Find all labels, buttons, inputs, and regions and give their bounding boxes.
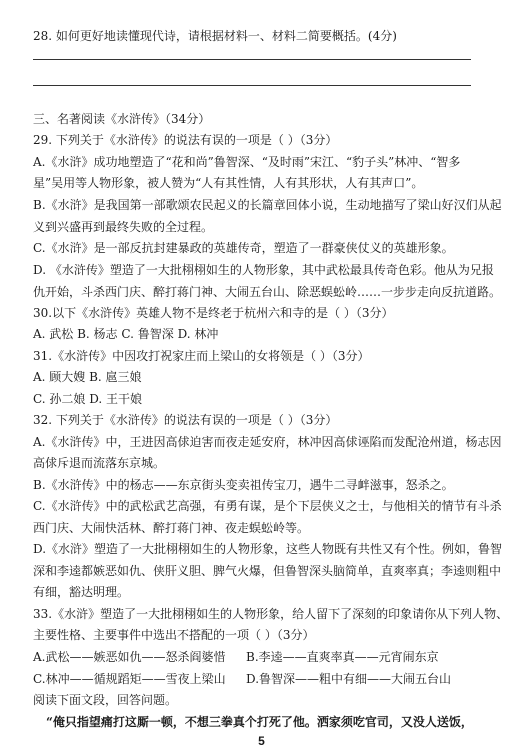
question-32-option-b: B.《水浒传》中的杨志——东京街头变卖祖传宝刀，遇牛二寻衅滋事，怒杀之。 (33, 478, 454, 492)
section-heading: 三、名著阅读《水浒传》（34分） (33, 112, 211, 126)
question-33-option-b: B.李逵——直爽率真——元宵闹东京 (246, 650, 439, 664)
reading-passage: “俺只指望痛打这厮一顿，不想三拳真个打死了他。洒家须吃官司，又没人送饭， (46, 715, 473, 729)
answer-line-2 (33, 85, 471, 86)
question-32-option-d-line3: 有细，豁达明理。 (33, 585, 130, 599)
page-number: 5 (258, 734, 265, 748)
question-32-option-c-line1: C.《水浒传》中的武松武艺高强，有勇有谋，是个下层侠义之士，与他相关的情节有斗杀 (33, 499, 502, 513)
question-33-option-d: D.鲁智深——粗中有细——大闹五台山 (246, 672, 452, 686)
question-33-option-c: C.林冲——循规蹈矩——雪夜上梁山 (33, 672, 226, 686)
question-31-options-ab: A. 顾大嫂 B. 扈三娘 (33, 370, 142, 384)
question-29-option-c: C.《水浒》是一部反抗封建暴政的英雄传奇，塑造了一群豪侠仗义的英雄形象。 (33, 241, 454, 255)
question-31-options-cd: C. 孙二娘 D. 王干娘 (33, 392, 143, 406)
question-29-option-d-line2: 仇开始，斗杀西门庆、醉打蒋门神、大闹五台山、除恶蜈蚣岭……一步步走向反抗道路。 (33, 285, 502, 299)
question-29-option-d-line1: D. 《水浒传》塑造了一大批栩栩如生的人物形象，其中武松最具传奇色彩。他从为兄报 (33, 263, 494, 277)
question-28: 28. 如何更好地读懂现代诗，请根据材料一、材料二简要概括。(4分) (33, 29, 397, 43)
question-33-option-a: A.武松——嫉恶如仇——怒杀阎婆惜 (33, 650, 226, 664)
question-32-option-a-line1: A.《水浒传》中，王进因高俅迫害而夜走延安府，林冲因高俅诬陷而发配沧州道，杨志因 (33, 435, 502, 449)
question-29-option-a-line2: 星”吴用等人物形象，被人赞为“人有其性情，人有其形状，人有其声口”。 (33, 176, 424, 190)
question-29-option-b-line2: 义到兴盛再到最终失败的全过程。 (33, 220, 214, 234)
question-32-option-d-line1: D.《水浒》塑造了一大批栩栩如生的人物形象，这些人物既有共性又有个性。例如，鲁智 (33, 542, 503, 556)
question-33-stem-line1: 33.《水浒》塑造了一大批栩栩如生的人物形象，给人留下了深刻的印象请你从下列人物、 (33, 607, 509, 621)
question-32-option-d-line2: 深和李逵都嫉恶如仇、侠肝义胆、脾气火爆，但鲁智深头脑简单，直爽率真；李逵则粗中 (33, 564, 502, 578)
question-29-stem: 29. 下列关于《水浒传》的说法有误的一项是（ ）（3分） (33, 133, 338, 147)
question-30-stem: 30.以下《水浒传》英雄人物不是终老于杭州六和寺的是（ ）（3分） (33, 306, 394, 320)
question-33-stem-line2: 主要性格、主要事件中选出不搭配的一项（ ）（3分） (33, 628, 315, 642)
question-31-stem: 31.《水浒传》中因攻打祝家庄而上梁山的女将领是（ ）（3分） (33, 349, 370, 363)
question-32-option-c-line2: 西门庆、大闹快活林、醉打蒋门神、夜走蜈蚣岭等。 (33, 521, 310, 535)
question-29-option-a-line1: A.《水浒》成功地塑造了“花和尚”鲁智深、“及时雨”宋江、“豹子头”林冲、“智多 (33, 155, 461, 169)
answer-line-1 (33, 59, 471, 60)
question-30-options: A. 武松 B. 杨志 C. 鲁智深 D. 林冲 (33, 327, 219, 341)
question-29-option-b-line1: B.《水浒》是我国第一部歌颂农民起义的长篇章回体小说，生动地描写了梁山好汉们从起 (33, 198, 502, 212)
question-32-option-a-line2: 高俅斥退而流落东京城。 (33, 456, 166, 470)
reading-instruction: 阅读下面文段，回答问题。 (33, 693, 178, 707)
question-32-stem: 32. 下列关于《水浒传》的说法有误的一项是（ ）（3分） (33, 413, 338, 427)
